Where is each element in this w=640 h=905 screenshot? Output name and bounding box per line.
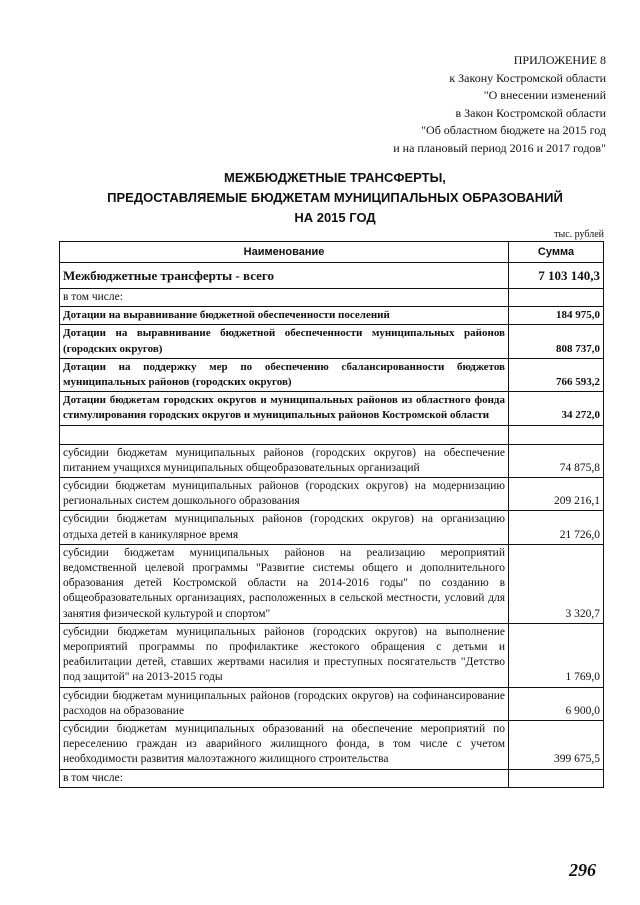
- table-row: [60, 307, 604, 325]
- row-amount-cell: [509, 769, 604, 787]
- row-amount-cell: 21 726,0: [509, 511, 604, 544]
- table-body: [60, 263, 604, 788]
- table-row: [60, 687, 604, 720]
- table-row: [60, 769, 604, 787]
- table-row: [60, 511, 604, 544]
- row-amount-cell: 74 875,8: [509, 444, 604, 477]
- title-line: МЕЖБЮДЖЕТНЫЕ ТРАНСФЕРТЫ,: [224, 170, 446, 185]
- row-name-cell: субсидии бюджетам муниципальных районов на реализацию мероприятий ведомственной целевой программы "Развитие системы общего и дополнительного образования детей Костромской области на 2014-2016 годы" по созданию в общеобразовательных организациях, расположенных в сельской местности, условий для занятия физической культурой и спортом": [60, 544, 509, 623]
- row-name-cell: субсидии бюджетам муниципальных районов (городских округов) на обеспечение питанием учащихся муниципальных общеобразовательных организаций: [60, 444, 509, 477]
- table-row: [60, 358, 604, 391]
- row-amount-cell: 184 975,0: [509, 307, 604, 325]
- row-amount-cell: 399 675,5: [509, 721, 604, 770]
- appendix-line: "О внесении изменений: [483, 88, 606, 102]
- appendix-line: "Об областном бюджете на 2015 год: [421, 123, 606, 137]
- table-row: [60, 478, 604, 511]
- page-number: 296: [569, 860, 596, 880]
- table-row: [60, 623, 604, 687]
- title-line: НА 2015 ГОД: [294, 210, 376, 225]
- row-name-cell: Дотации на выравнивание бюджетной обеспеченности поселений: [60, 307, 509, 325]
- row-amount-cell: [509, 425, 604, 444]
- document-title: [60, 168, 610, 228]
- column-header-name: Наименование: [60, 242, 509, 263]
- table-row: [60, 544, 604, 623]
- row-amount-cell: 3 320,7: [509, 544, 604, 623]
- table-row: [60, 721, 604, 770]
- row-name-cell: субсидии бюджетам муниципальных образований на обеспечение мероприятий по переселению граждан из аварийного жилищного фонда, в том числе с учетом необходимости развития малоэтажного жилищного строительства: [60, 721, 509, 770]
- table-row: [60, 325, 604, 358]
- appendix-line: и на плановый период 2016 и 2017 годов": [393, 140, 606, 155]
- title-line: ПРЕДОСТАВЛЯЕМЫЕ БЮДЖЕТАМ МУНИЦИПАЛЬНЫХ ОБРАЗОВАНИЙ: [107, 190, 563, 205]
- table-header-row: [60, 242, 604, 263]
- row-name-cell: Межбюджетные трансферты - всего: [60, 263, 509, 289]
- table-row: [60, 263, 604, 289]
- appendix-line: к Закону Костромской области: [449, 70, 606, 85]
- row-amount-cell: 7 103 140,3: [509, 263, 604, 289]
- row-name-cell: субсидии бюджетам муниципальных районов (городских округов) на софинансирование расходов на образование: [60, 687, 509, 720]
- row-amount-cell: [509, 289, 604, 307]
- row-name-cell: Дотации на выравнивание бюджетной обеспеченности муниципальных районов (городских округов): [60, 325, 509, 358]
- table-row: [60, 444, 604, 477]
- units-label: тыс. рублей: [554, 229, 604, 240]
- row-name-cell: в том числе:: [60, 769, 509, 787]
- row-name-cell: Дотации бюджетам городских округов и муниципальных районов из областного фонда стимулирования городских округов и муниципальных районов Костромской области: [60, 392, 509, 425]
- table-row: [60, 425, 604, 444]
- row-amount-cell: 209 216,1: [509, 478, 604, 511]
- transfers-table: [59, 241, 604, 788]
- appendix-line: в Закон Костромской области: [455, 105, 606, 120]
- row-name-cell: [60, 425, 509, 444]
- row-amount-cell: 1 769,0: [509, 623, 604, 687]
- row-name-cell: субсидии бюджетам муниципальных районов (городских округов) на выполнение мероприятий программы по профилактике жестокого обращения с детьми и реабилитации детей, ставших жертвами насилия и преступных посягательств "Детство под защитой" на 2013-2015 годы: [60, 623, 509, 687]
- row-amount-cell: 34 272,0: [509, 392, 604, 425]
- row-name-cell: субсидии бюджетам муниципальных районов (городских округов) на модернизацию региональных систем дошкольного образования: [60, 478, 509, 511]
- table-row: [60, 392, 604, 425]
- row-name-cell: субсидии бюджетам муниципальных районов (городских округов) на организацию отдыха детей в каникулярное время: [60, 511, 509, 544]
- row-name-cell: в том числе:: [60, 289, 509, 307]
- row-amount-cell: 766 593,2: [509, 358, 604, 391]
- row-amount-cell: 808 737,0: [509, 325, 604, 358]
- column-header-sum: Сумма: [509, 242, 604, 263]
- row-amount-cell: 6 900,0: [509, 687, 604, 720]
- table-row: [60, 289, 604, 307]
- row-name-cell: Дотации на поддержку мер по обеспечению сбалансированности бюджетов муниципальных районов (городских округов): [60, 358, 509, 391]
- appendix-line: ПРИЛОЖЕНИЕ 8: [513, 53, 606, 67]
- appendix-header: [286, 52, 606, 157]
